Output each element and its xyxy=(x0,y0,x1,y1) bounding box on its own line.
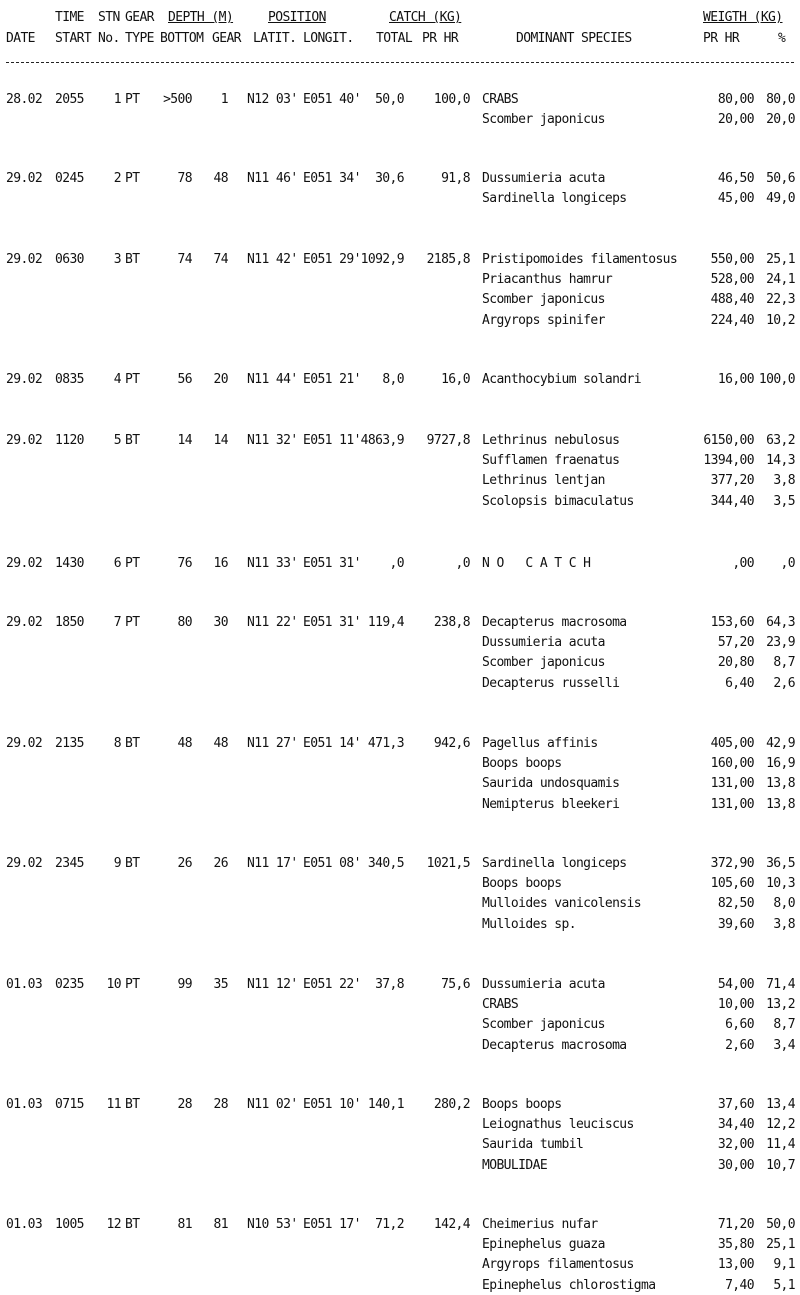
species-percent: 3,5 xyxy=(773,494,795,509)
species-name: Sardinella longiceps xyxy=(482,856,627,871)
gear-type-cell: BT xyxy=(125,252,140,267)
species-name: Nemipterus bleekeri xyxy=(482,797,620,812)
depth-gear-cell: 30 xyxy=(213,615,228,630)
catch-prhr-cell: ,0 xyxy=(455,556,470,571)
species-name: Priacanthus hamrur xyxy=(482,272,613,287)
date-cell: 29.02 xyxy=(6,372,43,387)
date-cell: 29.02 xyxy=(6,433,43,448)
species-weight-prhr: 82,50 xyxy=(717,896,754,911)
species-name: Argyrops filamentosus xyxy=(482,1257,634,1272)
latitude-cell: N11 33' xyxy=(247,556,298,571)
catch-total-cell: 71,2 xyxy=(375,1217,404,1232)
header-percent: % xyxy=(778,31,786,46)
species-weight-prhr: 153,60 xyxy=(710,615,754,630)
catch-prhr-cell: 75,6 xyxy=(441,977,470,992)
species-name: Boops boops xyxy=(482,1097,562,1112)
species-name: Sardinella longiceps xyxy=(482,191,627,206)
gear-type-cell: PT xyxy=(125,556,140,571)
species-name: Decapterus macrosoma xyxy=(482,1038,627,1053)
depth-gear-cell: 74 xyxy=(213,252,228,267)
species-weight-prhr: 32,00 xyxy=(717,1137,754,1152)
time-cell: 0715 xyxy=(55,1097,84,1112)
station-number-cell: 6 xyxy=(113,556,121,571)
species-percent: ,0 xyxy=(780,556,795,571)
header-prhr: PR HR xyxy=(422,31,459,46)
catch-prhr-cell: 142,4 xyxy=(433,1217,470,1232)
latitude-cell: N11 27' xyxy=(247,736,298,751)
catch-total-cell: 4863,9 xyxy=(360,433,404,448)
time-cell: 2135 xyxy=(55,736,84,751)
catch-prhr-cell: 91,8 xyxy=(441,171,470,186)
header-stn: STN xyxy=(98,10,120,25)
species-name: Lethrinus lentjan xyxy=(482,473,605,488)
latitude-cell: N11 02' xyxy=(247,1097,298,1112)
date-cell: 01.03 xyxy=(6,1097,43,1112)
species-weight-prhr: 405,00 xyxy=(710,736,754,751)
species-weight-prhr: 45,00 xyxy=(717,191,754,206)
depth-bottom-cell: 99 xyxy=(177,977,192,992)
header-catch: CATCH (KG) xyxy=(389,10,462,25)
depth-gear-cell: 81 xyxy=(213,1217,228,1232)
species-name: Saurida tumbil xyxy=(482,1137,584,1152)
longitude-cell: E051 31' xyxy=(303,556,361,571)
depth-gear-cell: 20 xyxy=(213,372,228,387)
species-percent: 13,2 xyxy=(766,997,795,1012)
species-weight-prhr: 54,00 xyxy=(717,977,754,992)
species-percent: 49,0 xyxy=(766,191,795,206)
species-name: Boops boops xyxy=(482,876,562,891)
species-name: MOBULIDAE xyxy=(482,1158,548,1173)
species-name: Argyrops spinifer xyxy=(482,313,605,328)
species-weight-prhr: 7,40 xyxy=(725,1278,754,1293)
species-percent: 25,1 xyxy=(766,1237,795,1252)
species-weight-prhr: 550,00 xyxy=(710,252,754,267)
date-cell: 01.03 xyxy=(6,977,43,992)
depth-gear-cell: 14 xyxy=(213,433,228,448)
depth-bottom-cell: 80 xyxy=(177,615,192,630)
catch-total-cell: 8,0 xyxy=(382,372,404,387)
species-name: Decapterus macrosoma xyxy=(482,615,627,630)
species-percent: 13,8 xyxy=(766,797,795,812)
station-number-cell: 7 xyxy=(113,615,121,630)
species-name: Scomber japonicus xyxy=(482,655,605,670)
station-number-cell: 12 xyxy=(106,1217,121,1232)
species-percent: 11,4 xyxy=(766,1137,795,1152)
latitude-cell: N11 46' xyxy=(247,171,298,186)
species-name: CRABS xyxy=(482,92,519,107)
species-weight-prhr: ,00 xyxy=(732,556,754,571)
latitude-cell: N11 12' xyxy=(247,977,298,992)
species-weight-prhr: 16,00 xyxy=(717,372,754,387)
species-percent: 13,4 xyxy=(766,1097,795,1112)
catch-total-cell: ,0 xyxy=(389,556,404,571)
depth-bottom-cell: 74 xyxy=(177,252,192,267)
header-total: TOTAL xyxy=(376,31,413,46)
time-cell: 2345 xyxy=(55,856,84,871)
species-percent: 9,1 xyxy=(773,1257,795,1272)
date-cell: 28.02 xyxy=(6,92,43,107)
catch-prhr-cell: 16,0 xyxy=(441,372,470,387)
catch-prhr-cell: 100,0 xyxy=(433,92,470,107)
species-percent: 8,7 xyxy=(773,655,795,670)
catch-total-cell: 119,4 xyxy=(367,615,404,630)
latitude-cell: N12 03' xyxy=(247,92,298,107)
header-start: START xyxy=(55,31,92,46)
species-percent: 50,6 xyxy=(766,171,795,186)
species-name: Epinephelus chlorostigma xyxy=(482,1278,656,1293)
longitude-cell: E051 40' xyxy=(303,92,361,107)
depth-gear-cell: 26 xyxy=(213,856,228,871)
time-cell: 0245 xyxy=(55,171,84,186)
species-weight-prhr: 71,20 xyxy=(717,1217,754,1232)
species-weight-prhr: 377,20 xyxy=(710,473,754,488)
header-longit: LONGIT. xyxy=(303,31,354,46)
species-percent: 3,4 xyxy=(773,1038,795,1053)
species-name: Decapterus russelli xyxy=(482,676,620,691)
species-percent: 42,9 xyxy=(766,736,795,751)
longitude-cell: E051 08' xyxy=(303,856,361,871)
species-percent: 100,0 xyxy=(758,372,795,387)
catch-prhr-cell: 280,2 xyxy=(433,1097,470,1112)
species-name: Mulloides sp. xyxy=(482,917,576,932)
depth-gear-cell: 48 xyxy=(213,171,228,186)
header-gear-depth: GEAR xyxy=(212,31,241,46)
species-percent: 71,4 xyxy=(766,977,795,992)
species-name: Sufflamen fraenatus xyxy=(482,453,620,468)
time-cell: 0235 xyxy=(55,977,84,992)
species-percent: 13,8 xyxy=(766,776,795,791)
species-percent: 3,8 xyxy=(773,473,795,488)
longitude-cell: E051 10' xyxy=(303,1097,361,1112)
species-name: N O C A T C H xyxy=(482,556,591,571)
longitude-cell: E051 17' xyxy=(303,1217,361,1232)
longitude-cell: E051 31' xyxy=(303,615,361,630)
species-percent: 50,0 xyxy=(766,1217,795,1232)
species-name: Scomber japonicus xyxy=(482,1017,605,1032)
longitude-cell: E051 14' xyxy=(303,736,361,751)
species-name: Dussumieria acuta xyxy=(482,977,605,992)
species-percent: 36,5 xyxy=(766,856,795,871)
gear-type-cell: BT xyxy=(125,433,140,448)
header-position: POSITION xyxy=(268,10,326,25)
gear-type-cell: BT xyxy=(125,1097,140,1112)
latitude-cell: N11 17' xyxy=(247,856,298,871)
date-cell: 29.02 xyxy=(6,615,43,630)
catch-total-cell: 471,3 xyxy=(367,736,404,751)
species-name: Dussumieria acuta xyxy=(482,635,605,650)
date-cell: 29.02 xyxy=(6,736,43,751)
catch-prhr-cell: 942,6 xyxy=(433,736,470,751)
species-weight-prhr: 160,00 xyxy=(710,756,754,771)
species-weight-prhr: 224,40 xyxy=(710,313,754,328)
station-number-cell: 3 xyxy=(113,252,121,267)
species-weight-prhr: 35,80 xyxy=(717,1237,754,1252)
species-weight-prhr: 57,20 xyxy=(717,635,754,650)
depth-gear-cell: 16 xyxy=(213,556,228,571)
catch-prhr-cell: 9727,8 xyxy=(426,433,470,448)
species-name: Epinephelus guaza xyxy=(482,1237,605,1252)
catch-total-cell: 30,6 xyxy=(375,171,404,186)
depth-bottom-cell: 26 xyxy=(177,856,192,871)
header-time: TIME xyxy=(55,10,84,25)
species-weight-prhr: 131,00 xyxy=(710,797,754,812)
catch-total-cell: 37,8 xyxy=(375,977,404,992)
header-no: No. xyxy=(98,31,120,46)
station-number-cell: 9 xyxy=(113,856,121,871)
header-type: TYPE xyxy=(125,31,154,46)
species-weight-prhr: 6,60 xyxy=(725,1017,754,1032)
species-percent: 22,3 xyxy=(766,292,795,307)
species-weight-prhr: 20,80 xyxy=(717,655,754,670)
date-cell: 29.02 xyxy=(6,856,43,871)
species-weight-prhr: 13,00 xyxy=(717,1257,754,1272)
station-number-cell: 4 xyxy=(113,372,121,387)
species-weight-prhr: 34,40 xyxy=(717,1117,754,1132)
species-weight-prhr: 372,90 xyxy=(710,856,754,871)
species-weight-prhr: 30,00 xyxy=(717,1158,754,1173)
gear-type-cell: BT xyxy=(125,856,140,871)
time-cell: 1850 xyxy=(55,615,84,630)
catch-total-cell: 340,5 xyxy=(367,856,404,871)
species-percent: 8,0 xyxy=(773,896,795,911)
depth-bottom-cell: 28 xyxy=(177,1097,192,1112)
species-percent: 80,0 xyxy=(766,92,795,107)
species-name: Pristipomoides filamentosus xyxy=(482,252,678,267)
header-divider xyxy=(6,62,794,63)
latitude-cell: N11 22' xyxy=(247,615,298,630)
date-cell: 01.03 xyxy=(6,1217,43,1232)
catch-prhr-cell: 238,8 xyxy=(433,615,470,630)
header-bottom: BOTTOM xyxy=(160,31,204,46)
species-percent: 10,7 xyxy=(766,1158,795,1173)
gear-type-cell: PT xyxy=(125,372,140,387)
depth-bottom-cell: >500 xyxy=(163,92,192,107)
gear-type-cell: PT xyxy=(125,92,140,107)
species-percent: 14,3 xyxy=(766,453,795,468)
species-percent: 5,1 xyxy=(773,1278,795,1293)
station-number-cell: 10 xyxy=(106,977,121,992)
depth-gear-cell: 1 xyxy=(220,92,228,107)
time-cell: 0630 xyxy=(55,252,84,267)
date-cell: 29.02 xyxy=(6,171,43,186)
header-weight-prhr: PR HR xyxy=(703,31,740,46)
species-name: Scomber japonicus xyxy=(482,112,605,127)
header-date: DATE xyxy=(6,31,35,46)
longitude-cell: E051 11' xyxy=(303,433,361,448)
species-weight-prhr: 20,00 xyxy=(717,112,754,127)
header-depth: DEPTH (M) xyxy=(168,10,234,25)
time-cell: 2055 xyxy=(55,92,84,107)
species-weight-prhr: 344,40 xyxy=(710,494,754,509)
species-percent: 63,2 xyxy=(766,433,795,448)
catch-total-cell: 1092,9 xyxy=(360,252,404,267)
species-weight-prhr: 39,60 xyxy=(717,917,754,932)
gear-type-cell: PT xyxy=(125,171,140,186)
depth-bottom-cell: 81 xyxy=(177,1217,192,1232)
species-percent: 25,1 xyxy=(766,252,795,267)
header-latit: LATIT. xyxy=(253,31,297,46)
station-number-cell: 1 xyxy=(113,92,121,107)
header-species: DOMINANT SPECIES xyxy=(516,31,632,46)
species-percent: 2,6 xyxy=(773,676,795,691)
species-name: Leiognathus leuciscus xyxy=(482,1117,634,1132)
species-weight-prhr: 2,60 xyxy=(725,1038,754,1053)
latitude-cell: N10 53' xyxy=(247,1217,298,1232)
species-percent: 10,2 xyxy=(766,313,795,328)
species-weight-prhr: 528,00 xyxy=(710,272,754,287)
depth-gear-cell: 35 xyxy=(213,977,228,992)
species-weight-prhr: 6,40 xyxy=(725,676,754,691)
species-percent: 64,3 xyxy=(766,615,795,630)
species-percent: 16,9 xyxy=(766,756,795,771)
species-name: Saurida undosquamis xyxy=(482,776,620,791)
depth-bottom-cell: 14 xyxy=(177,433,192,448)
species-weight-prhr: 80,00 xyxy=(717,92,754,107)
time-cell: 1120 xyxy=(55,433,84,448)
gear-type-cell: PT xyxy=(125,615,140,630)
depth-gear-cell: 48 xyxy=(213,736,228,751)
species-percent: 10,3 xyxy=(766,876,795,891)
species-name: Pagellus affinis xyxy=(482,736,598,751)
species-weight-prhr: 488,40 xyxy=(710,292,754,307)
time-cell: 1005 xyxy=(55,1217,84,1232)
species-name: Scolopsis bimaculatus xyxy=(482,494,634,509)
date-cell: 29.02 xyxy=(6,556,43,571)
species-percent: 8,7 xyxy=(773,1017,795,1032)
species-percent: 20,0 xyxy=(766,112,795,127)
depth-bottom-cell: 48 xyxy=(177,736,192,751)
catch-prhr-cell: 1021,5 xyxy=(426,856,470,871)
species-name: Boops boops xyxy=(482,756,562,771)
species-weight-prhr: 6150,00 xyxy=(703,433,754,448)
depth-bottom-cell: 56 xyxy=(177,372,192,387)
header-weight: WEIGTH (KG) xyxy=(703,10,783,25)
time-cell: 1430 xyxy=(55,556,84,571)
species-name: Dussumieria acuta xyxy=(482,171,605,186)
depth-gear-cell: 28 xyxy=(213,1097,228,1112)
species-name: Cheimerius nufar xyxy=(482,1217,598,1232)
station-number-cell: 8 xyxy=(113,736,121,751)
species-weight-prhr: 46,50 xyxy=(717,171,754,186)
catch-total-cell: 50,0 xyxy=(375,92,404,107)
longitude-cell: E051 21' xyxy=(303,372,361,387)
longitude-cell: E051 22' xyxy=(303,977,361,992)
latitude-cell: N11 44' xyxy=(247,372,298,387)
station-number-cell: 2 xyxy=(113,171,121,186)
depth-bottom-cell: 78 xyxy=(177,171,192,186)
species-weight-prhr: 1394,00 xyxy=(703,453,754,468)
species-weight-prhr: 37,60 xyxy=(717,1097,754,1112)
depth-bottom-cell: 76 xyxy=(177,556,192,571)
species-percent: 23,9 xyxy=(766,635,795,650)
date-cell: 29.02 xyxy=(6,252,43,267)
catch-prhr-cell: 2185,8 xyxy=(426,252,470,267)
station-number-cell: 11 xyxy=(106,1097,121,1112)
species-percent: 12,2 xyxy=(766,1117,795,1132)
species-name: Mulloides vanicolensis xyxy=(482,896,641,911)
time-cell: 0835 xyxy=(55,372,84,387)
species-name: CRABS xyxy=(482,997,519,1012)
species-percent: 24,1 xyxy=(766,272,795,287)
gear-type-cell: PT xyxy=(125,977,140,992)
gear-type-cell: BT xyxy=(125,736,140,751)
species-percent: 3,8 xyxy=(773,917,795,932)
species-name: Lethrinus nebulosus xyxy=(482,433,620,448)
species-name: Acanthocybium solandri xyxy=(482,372,641,387)
species-weight-prhr: 131,00 xyxy=(710,776,754,791)
latitude-cell: N11 42' xyxy=(247,252,298,267)
species-name: Scomber japonicus xyxy=(482,292,605,307)
latitude-cell: N11 32' xyxy=(247,433,298,448)
species-weight-prhr: 105,60 xyxy=(710,876,754,891)
species-weight-prhr: 10,00 xyxy=(717,997,754,1012)
gear-type-cell: BT xyxy=(125,1217,140,1232)
longitude-cell: E051 34' xyxy=(303,171,361,186)
station-number-cell: 5 xyxy=(113,433,121,448)
longitude-cell: E051 29' xyxy=(303,252,361,267)
header-gear: GEAR xyxy=(125,10,154,25)
catch-total-cell: 140,1 xyxy=(367,1097,404,1112)
